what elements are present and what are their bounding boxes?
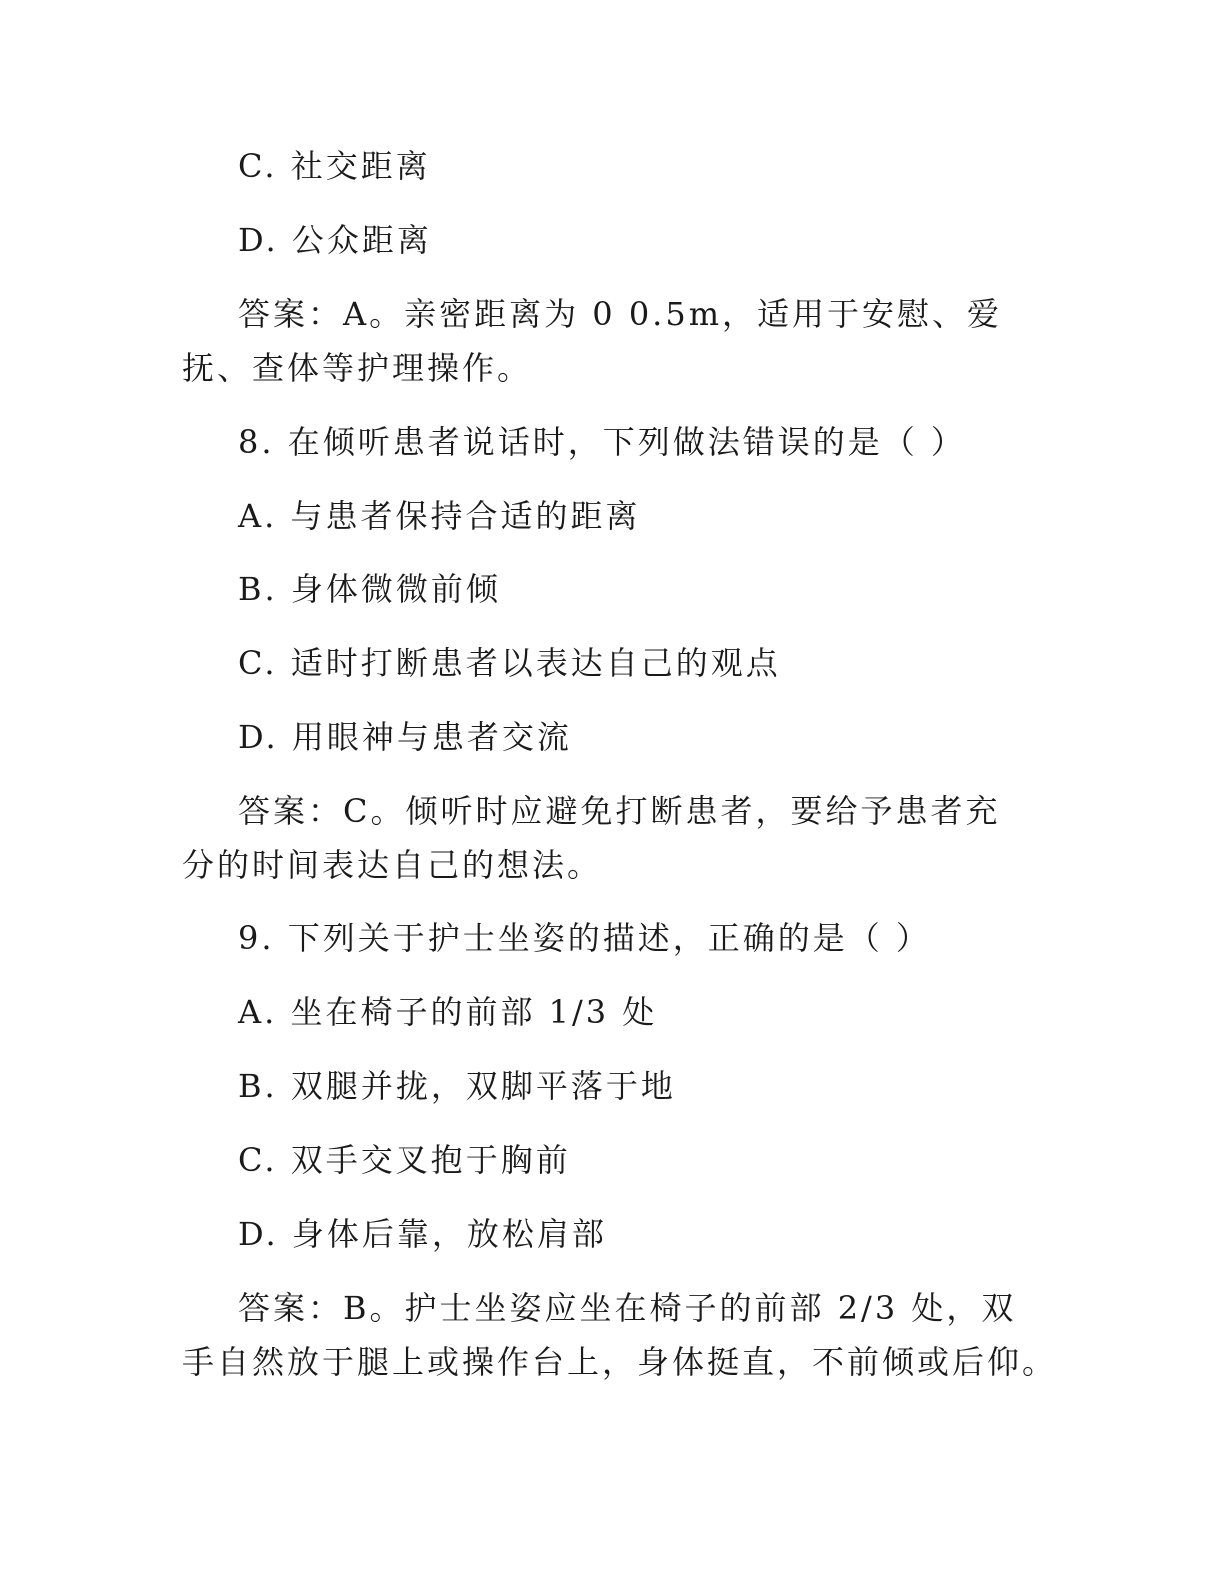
q9-option-a: A. 坐在椅子的前部 1/3 处 (238, 993, 658, 1031)
q8-option-a: A. 与患者保持合适的距离 (238, 497, 641, 535)
q8-option-d: D. 用眼神与患者交流 (238, 718, 572, 756)
q9-option-d: D. 身体后靠，放松肩部 (238, 1215, 607, 1253)
q9-question: 9. 下列关于护士坐姿的描述，正确的是（ ） (238, 919, 931, 957)
q7-answer-line-1: 答案：A。亲密距离为 0 0.5m，适用于安慰、爱 (238, 295, 1003, 333)
q7-answer-line-2: 抚、查体等护理操作。 (182, 349, 533, 387)
q7-option-d: D. 公众距离 (238, 221, 432, 259)
q8-question: 8. 在倾听患者说话时，下列做法错误的是（ ） (238, 423, 966, 461)
q8-answer-line-1: 答案：C。倾听时应避免打断患者，要给予患者充 (238, 792, 1001, 830)
q8-answer-line-2: 分的时间表达自己的想法。 (182, 846, 603, 884)
q7-option-c: C. 社交距离 (238, 147, 431, 185)
q8-option-c: C. 适时打断患者以表达自己的观点 (238, 644, 781, 682)
q9-answer-line-1: 答案：B。护士坐姿应坐在椅子的前部 2/3 处，双 (238, 1289, 1017, 1327)
q8-option-b: B. 身体微微前倾 (238, 570, 501, 608)
q9-option-c: C. 双手交叉抱于胸前 (238, 1141, 571, 1179)
q9-option-b: B. 双腿并拢，双脚平落于地 (238, 1067, 676, 1105)
q9-answer-line-2: 手自然放于腿上或操作台上，身体挺直，不前倾或后仰。 (182, 1343, 1058, 1381)
